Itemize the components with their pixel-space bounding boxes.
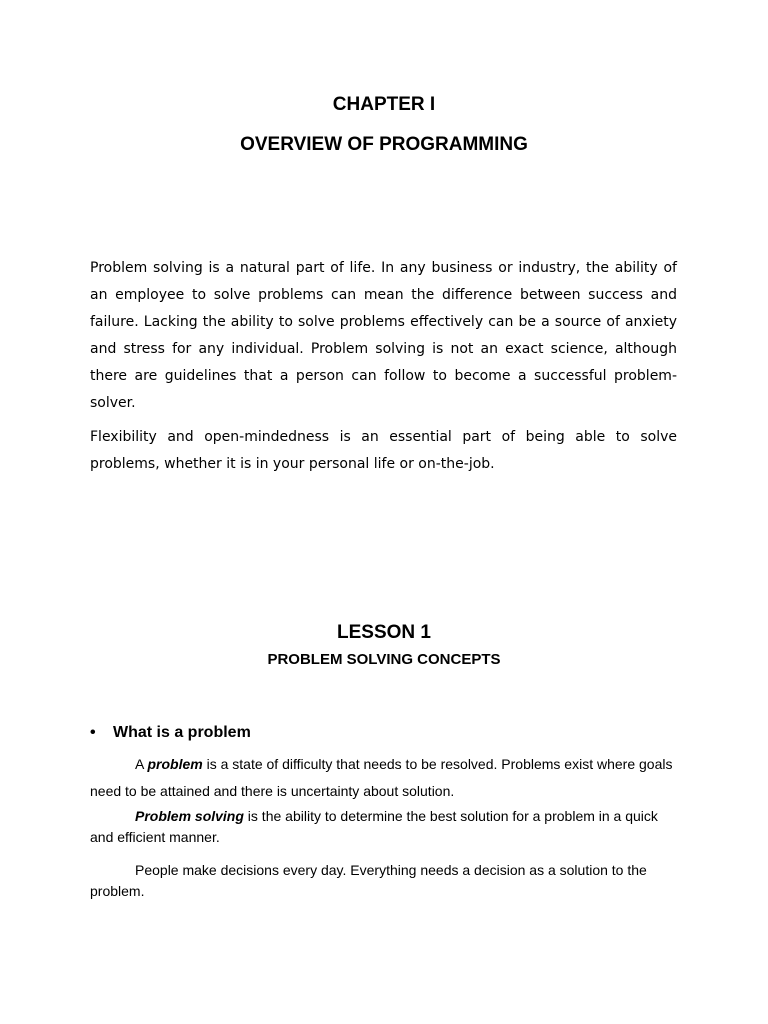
problem-term: problem	[147, 756, 203, 772]
intro-paragraph-2: Flexibility and open-mindedness is an essential part of being able to solve problems, whether it is in your personal life or on-the-job.	[90, 429, 677, 472]
decisions-paragraph	[90, 860, 680, 902]
chapter-title: OVERVIEW OF PROGRAMMING	[240, 134, 528, 155]
lesson-title: PROBLEM SOLVING CONCEPTS	[267, 651, 501, 668]
bullet-icon: •	[90, 724, 96, 741]
problem-definition-paragraph	[90, 751, 680, 805]
section-heading-text: What is a problem	[113, 724, 251, 741]
chapter-number: CHAPTER I	[332, 94, 436, 115]
intro-paragraph-1: Problem solving is a natural part of life. In any business or industry, the ability of an employee to solve problems can mean the difference between success and failure. Lacking the ability to solve problems effectively can be a source of anxiety and stress for any individual. Problem solving is not an exact science, although there are guidelines that a person can follow to become a successful problem-solver.	[90, 260, 677, 411]
section-heading	[90, 721, 251, 745]
lesson-number: LESSON 1	[337, 622, 431, 643]
problem-rest: is a state of difficulty that needs to be resolved. Problems exist where goals need to be attained and there is uncertainty about solution.	[90, 756, 673, 799]
decisions-text: People make decisions every day. Everything needs a decision as a solution to the problem.	[90, 862, 647, 899]
problem-lead: A	[135, 756, 148, 772]
problem-solving-rest: is the ability to determine the best solution for a problem in a quick and efficient manner.	[90, 808, 658, 845]
problem-solving-paragraph	[90, 806, 680, 848]
problem-solving-term: Problem solving	[135, 808, 244, 824]
